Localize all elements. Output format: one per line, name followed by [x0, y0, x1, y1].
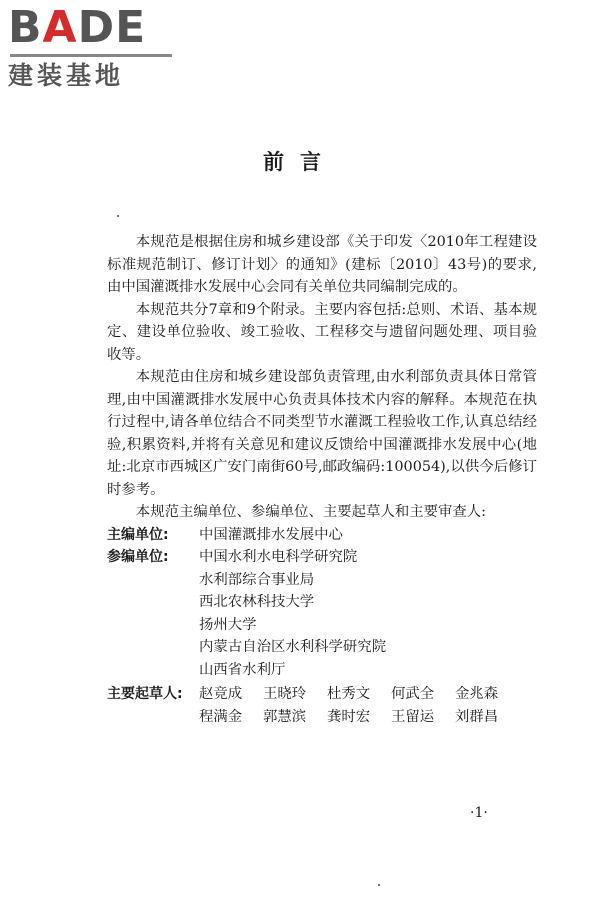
drafter-name: 刘群昌 [455, 708, 499, 725]
participating-units-list [199, 546, 537, 681]
participating-unit: 中国水利水电科学研究院 [199, 549, 358, 565]
participating-unit: 山西省水利厅 [199, 661, 286, 678]
logo-text-sub: 建装基地 [8, 61, 125, 90]
preface-body [107, 231, 537, 728]
drafter-name: 程满金 [199, 708, 243, 725]
chief-unit-row [107, 524, 537, 547]
paragraph-1: 本规范是根据住房和城乡建设部《关于印发〈2010年工程建设标准规范制订、修订计划〉的通知》(建标〔2010〕43号)的要求,由中国灌溉排水发展中心会同有关单位共同编制完成的。 [107, 234, 537, 295]
drafter-name: 王晓玲 [263, 686, 307, 702]
unit-list [107, 524, 537, 729]
paragraph-3: 本规范由住房和城乡建设部负责管理,由水利部负责具体日常管理,由中国灌溉排水发展中心负责具体技术内容的解释。本规范在执行过程中,请各单位结合不同类型节水灌溉工程验收工作,认真总结经验,积累资料,并将有关意见和建议反馈给中国灌溉排水发展中心(地址:北京市西城区广安门南街60号,邮政编码:100054),以供今后修订时参考。 [107, 369, 537, 498]
chief-unit-label: 主编单位: [107, 526, 169, 543]
participating-unit: 水利部综合事业局 [199, 571, 315, 588]
drafters-names [199, 683, 519, 728]
chief-unit-value: 中国灌溉排水发展中心 [199, 526, 343, 543]
drafter-name: 杜秀文 [327, 686, 371, 702]
drafter-name: 赵竞成 [199, 686, 243, 702]
participating-unit: 西北农林科技大学 [199, 594, 315, 610]
drafter-name: 郭慧滨 [263, 708, 307, 725]
participating-unit: 扬州大学 [199, 616, 257, 633]
participating-units-label: 参编单位: [107, 549, 169, 565]
drafters-row [107, 683, 537, 728]
participating-unit: 内蒙古自治区水利科学研究院 [199, 639, 387, 655]
logo-text-main: BADE [8, 2, 147, 53]
logo-divider [10, 54, 172, 57]
drafter-name: 王留运 [391, 708, 435, 725]
participating-units-row [107, 546, 537, 681]
drafter-name: 龚时宏 [327, 708, 371, 725]
page-title: 前言 [263, 150, 337, 174]
bade-logo [8, 4, 178, 90]
drafter-name: 何武全 [391, 686, 435, 702]
scan-speck [117, 215, 119, 217]
paragraph-4: 本规范主编单位、参编单位、主要起草人和主要审查人: [135, 504, 487, 520]
page-number: ·1· [470, 805, 488, 821]
scan-speck [378, 884, 380, 886]
drafters-label: 主要起草人: [107, 686, 183, 702]
drafter-name: 金兆森 [455, 686, 499, 702]
paragraph-2: 本规范共分7章和9个附录。主要内容包括:总则、术语、基本规定、建设单位验收、竣工验收、工程移交与遗留问题处理、项目验收等。 [107, 301, 537, 363]
